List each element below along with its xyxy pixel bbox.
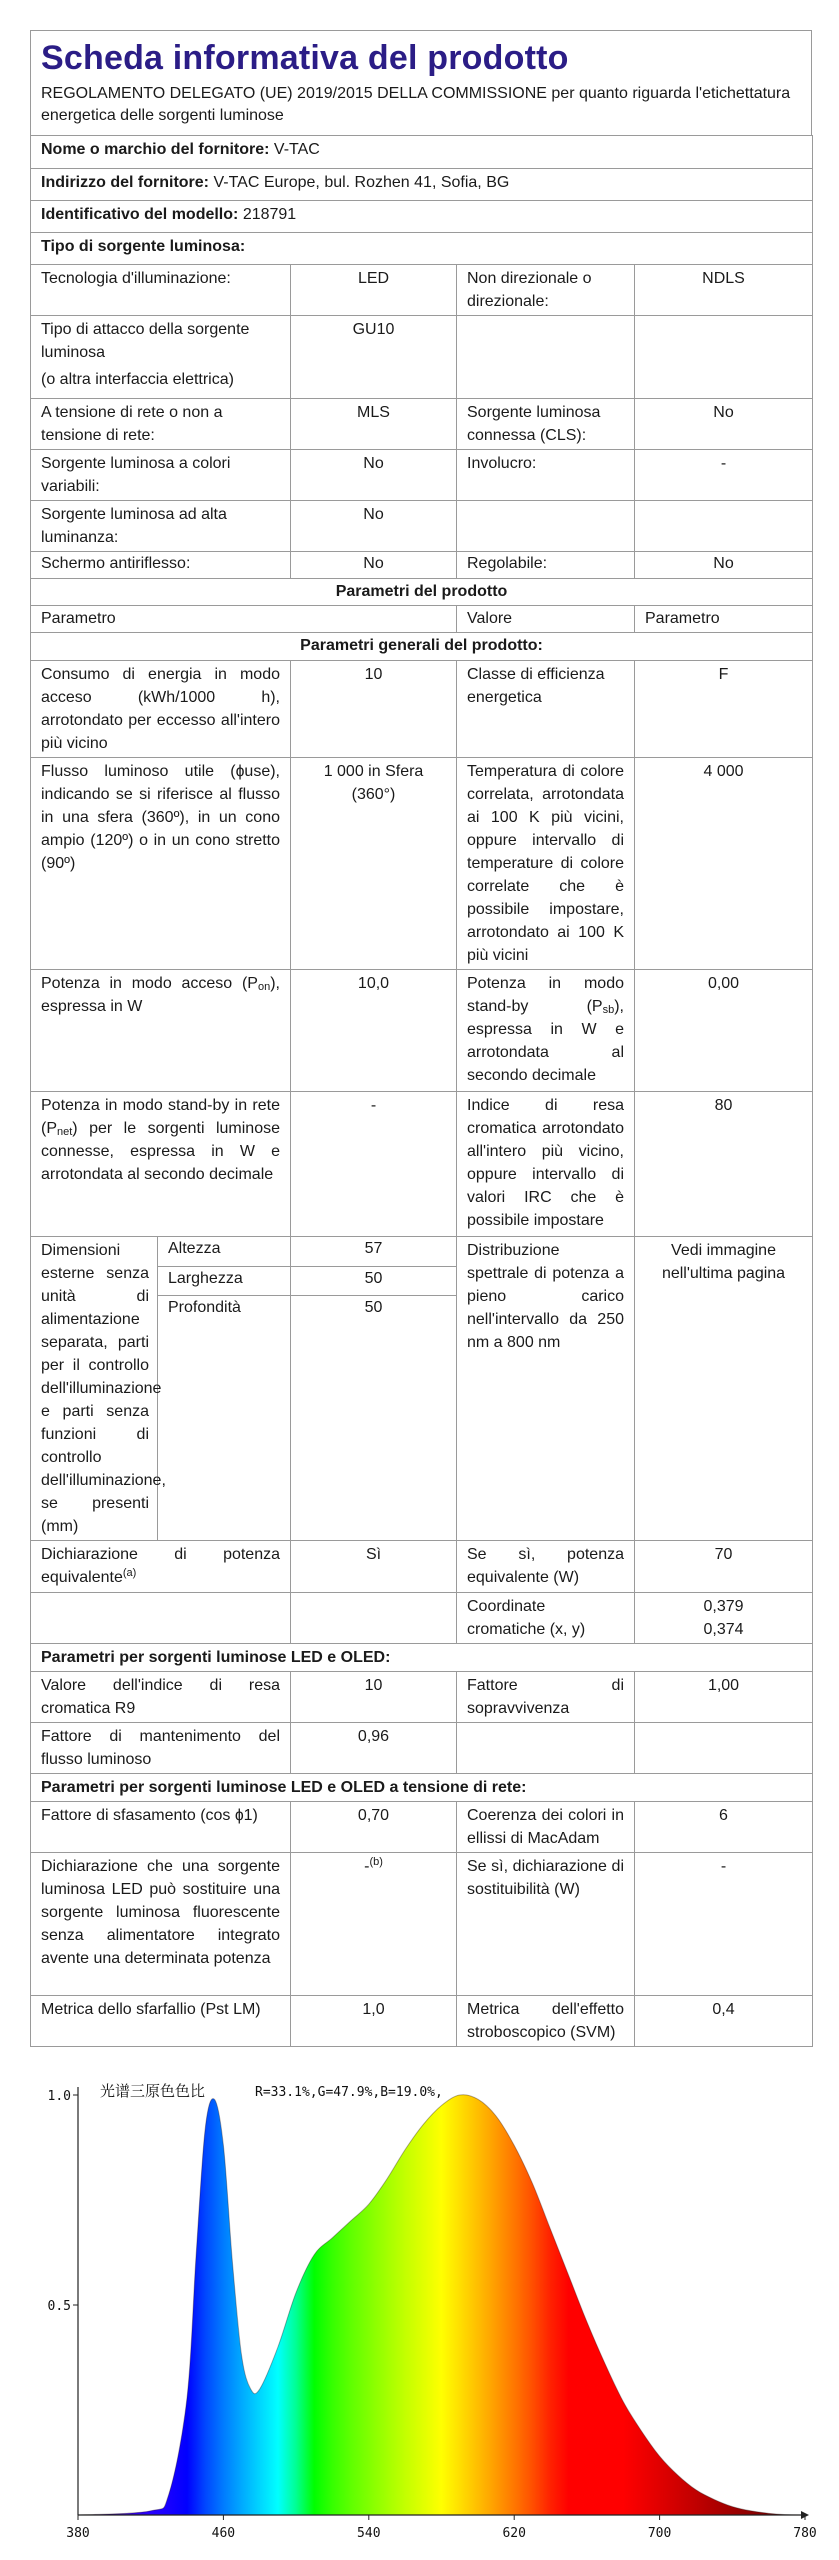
height-value: 57 [291,1237,457,1267]
column-header-value: Valore [457,606,635,633]
address-value: V-TAC Europe, bul. Rozhen 41, Sofia, BG [213,174,510,191]
x-tick-label: 380 [66,2526,90,2541]
plot-area [77,2094,806,2516]
source-type-heading: Tipo di sorgente luminosa: [31,233,813,265]
consumption-row [31,661,813,758]
source-value-2 [635,316,813,399]
source-row [31,450,813,501]
lumen-maintenance-row [31,1723,813,1774]
color-consistency-label: Coerenza dei colori in ellissi di MacAdam [457,1802,635,1853]
params-heading: Parametri del prodotto [31,579,813,606]
depth-label: Profondità [158,1296,291,1540]
x-tick-label: 620 [502,2526,526,2541]
equivalent-power-label: Dichiarazione di potenza equivalente$^{(a)}$ [31,1541,291,1593]
power-on-value: 10,0 [291,970,457,1092]
r9-value: 10 [291,1672,457,1723]
source-row [31,316,813,399]
r9-label: Valore dell'indice di resa cromatica R9 [31,1672,291,1723]
source-label-2: Non direzionale o direzionale: [457,265,635,316]
source-label-2 [457,501,635,552]
source-label-note: (o altra interfaccia elettrica) [41,371,234,388]
dimensions-row [31,1237,813,1267]
efficiency-class-value: F [635,661,813,758]
source-value: GU10 [291,316,457,399]
general-heading-row [31,633,813,661]
page-title: Scheda informativa del prodotto [41,39,569,77]
flux-row [31,758,813,970]
replacement-label: Dichiarazione che una sorgente luminosa LED può sostituire una sorgente luminosa fluorescente senza alimentatore integrato avente una determinata potenza [31,1853,291,1996]
y-tick-label: 1.0 [47,2089,71,2104]
source-label: A tensione di rete o non a tensione di rete: [31,399,291,450]
chromaticity-row [31,1593,813,1644]
source-label: Schermo antiriflesso: [31,552,291,579]
chart-annotation: R=33.1%,G=47.9%,B=19.0%, [255,2085,443,2100]
flicker-label: Metrica dello sfarfallio (Pst LM) [31,1996,291,2047]
network-standby-label: Potenza in modo stand-by in rete (Pnet) per le sorgenti luminose connesse, espressa in W e arrotondata al secondo decimale [31,1092,291,1237]
source-value: No [291,552,457,579]
cri-label: Indice di resa cromatica arrotondato all'intero più vicino, oppure intervallo di valori IRC che è possibile impostare [457,1092,635,1237]
source-label: Tecnologia d'illuminazione: [31,265,291,316]
led-heading-row [31,1644,813,1672]
replacement-row [31,1853,813,1996]
address-label: Indirizzo del fornitore: [41,174,209,191]
equivalent-watt-value: 70 [635,1541,813,1593]
network-standby-value: - [291,1092,457,1237]
y-tick-label: 0.5 [47,2299,71,2314]
product-info-sheet [30,30,812,2047]
led-heading: Parametri per sorgenti luminose LED e OLED: [31,1644,813,1672]
r9-row [31,1672,813,1723]
x-tick-label: 780 [793,2526,817,2541]
cri-value: 80 [635,1092,813,1237]
stroboscopic-value: 0,4 [635,1996,813,2047]
general-params-heading: Parametri generali del prodotto: [31,633,813,661]
network-standby-row [31,1092,813,1237]
column-header-parameter: Parametro [31,606,457,633]
mains-heading-row [31,1774,813,1802]
source-label: Tipo di attacco della sorgente luminosa [41,321,250,361]
model-value: 218791 [242,206,297,223]
power-on-label: Potenza in modo acceso (Pon), espressa in W [31,970,291,1092]
chromaticity-y: 0,374 [703,1621,744,1638]
source-row [31,399,813,450]
chromaticity-x: 0,379 [703,1598,744,1615]
params-heading-row [31,579,813,606]
source-label: Sorgente luminosa ad alta luminanza: [31,501,291,552]
source-label-2 [457,316,635,399]
source-value-2: NDLS [635,265,813,316]
source-row [31,552,813,579]
flux-value: 1 000 in Sfera (360°) [291,758,457,970]
source-label-2: Involucro: [457,450,635,501]
x-tick-label: 540 [357,2526,381,2541]
equivalent-power-row [31,1541,813,1593]
survival-factor-value: 1,00 [635,1672,813,1723]
color-temperature-value: 4 000 [635,758,813,970]
spectrum-chart [40,2075,817,2545]
replaceability-value: - [635,1853,813,1996]
params-column-header-row [31,606,813,633]
product-table [30,135,813,2047]
power-on-row [31,970,813,1092]
standby-power-label: Potenza in modo stand-by (Psb), espressa in W e arrotondata al secondo decimale [457,970,635,1092]
chromaticity-value [635,1593,813,1644]
source-value: MLS [291,399,457,450]
x-tick-label: 700 [647,2526,672,2541]
width-label: Larghezza [158,1266,291,1296]
source-label-2: Regolabile: [457,552,635,579]
model-row [31,201,813,233]
flux-label: Flusso luminoso utile (ɸuse), indicando se si riferisce al flusso in una sfera (360º), in un cono ampio (120º) o in un cono stretto (90º) [31,758,291,970]
chart-title: 光谱三原色色比 [100,2082,206,2100]
regulation-text: REGOLAMENTO DELEGATO (UE) 2019/2015 DELLA COMMISSIONE per quanto riguarda l'etichettatura energetica delle sorgenti luminose [41,85,791,124]
supplier-value: V-TAC [273,141,320,158]
source-label: Sorgente luminosa a colori variabili: [31,450,291,501]
source-row [31,265,813,316]
replaceability-label: Se sì, dichiarazione di sostituibilità (W) [457,1853,635,1996]
column-header-parameter-2: Parametro [635,606,813,633]
header [30,30,812,135]
standby-power-value: 0,00 [635,970,813,1092]
color-consistency-value: 6 [635,1802,813,1853]
stroboscopic-label: Metrica dell'effetto stroboscopico (SVM) [457,1996,635,2047]
spectrum-area [78,2095,805,2515]
source-value: No [291,501,457,552]
dimensions-label: Dimensioni esterne senza unità di alimentazione separata, parti per il controllo dell'illuminazione e parti senza funzioni di controllo dell'illuminazione, se presenti (mm) [31,1237,158,1541]
address-row [31,169,813,201]
replacement-value: -$^{(b)}$ [291,1853,457,1996]
source-value-2 [635,501,813,552]
spectral-distribution-value: Vedi immagine nell'ultima pagina [635,1237,813,1541]
displacement-factor-label: Fattore di sfasamento (cos ɸ1) [31,1802,291,1853]
survival-factor-label: Fattore di sopravvivenza [457,1672,635,1723]
flicker-value: 1,0 [291,1996,457,2047]
efficiency-class-label: Classe di efficienza energetica [457,661,635,758]
source-value-2: No [635,399,813,450]
chromaticity-label: Coordinate cromatiche (x, y) [457,1593,635,1644]
x-tick-label: 460 [211,2526,236,2541]
source-type-heading-row [31,233,813,265]
width-value: 50 [291,1266,457,1296]
depth-value: 50 [291,1296,457,1540]
source-label-2: Sorgente luminosa connessa (CLS): [457,399,635,450]
displacement-factor-value: 0,70 [291,1802,457,1853]
color-temperature-label: Temperatura di colore correlata, arrotondata ai 100 K più vicini, oppure intervallo di temperature di colore correlate che è possibile impostare, arrotondato ai 100 K più vicini [457,758,635,970]
flicker-row [31,1996,813,2047]
source-value-2: No [635,552,813,579]
consumption-label: Consumo di energia in modo acceso (kWh/1000 h), arrotondato per eccesso all'intero più vicino [31,661,291,758]
source-value-2: - [635,450,813,501]
displacement-factor-row [31,1802,813,1853]
consumption-value: 10 [291,661,457,758]
source-value: LED [291,265,457,316]
source-row [31,501,813,552]
equivalent-watt-label: Se sì, potenza equivalente (W) [457,1541,635,1593]
lumen-maintenance-value: 0,96 [291,1723,457,1774]
source-value: No [291,450,457,501]
supplier-row [31,136,813,169]
supplier-label: Nome o marchio del fornitore: [41,141,270,158]
height-label: Altezza [158,1237,291,1267]
equivalent-power-value: Sì [291,1541,457,1593]
mains-heading: Parametri per sorgenti luminose LED e OLED a tensione di rete: [31,1774,813,1802]
lumen-maintenance-label: Fattore di mantenimento del flusso luminoso [31,1723,291,1774]
model-label: Identificativo del modello: [41,206,239,223]
spectral-distribution-label: Distribuzione spettrale di potenza a pieno carico nell'intervallo da 250 nm a 800 nm [457,1237,635,1541]
